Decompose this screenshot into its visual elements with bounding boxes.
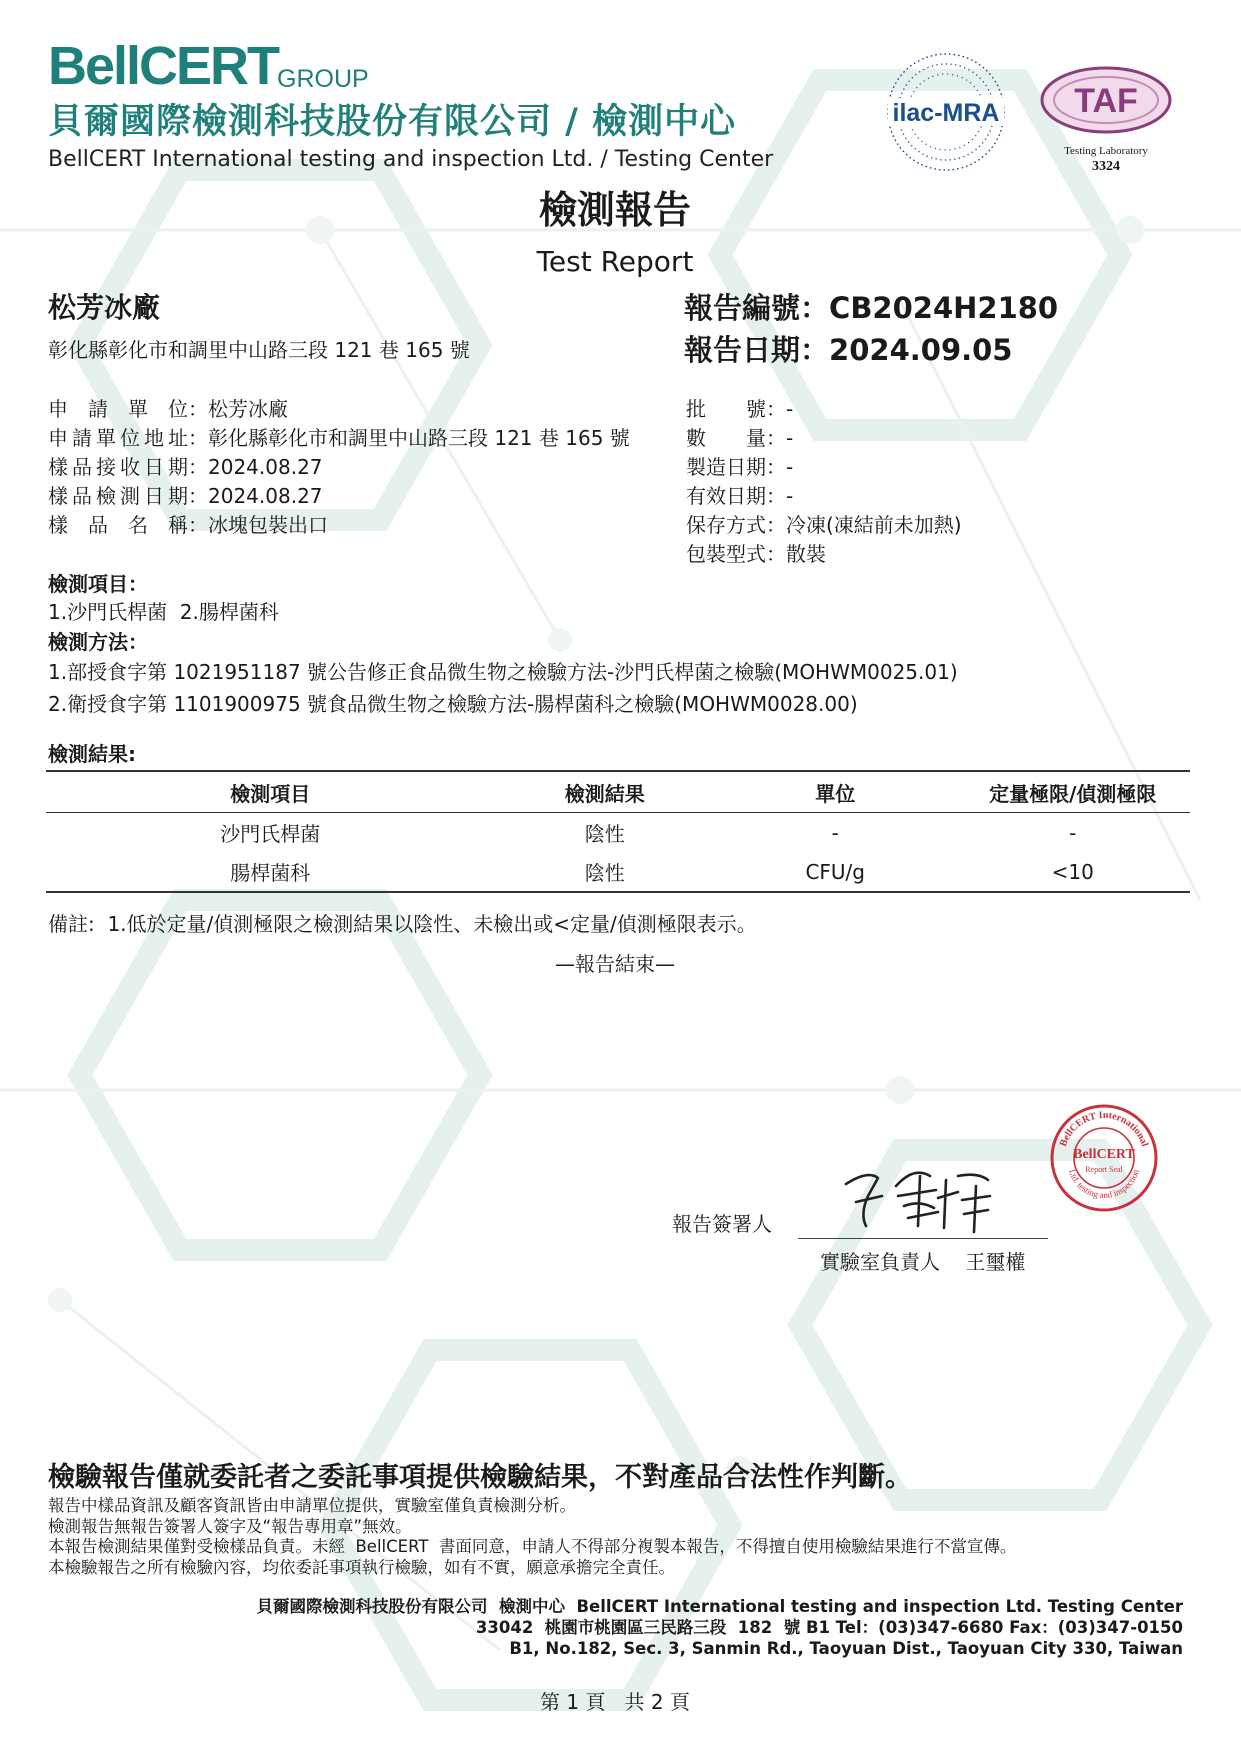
footer-company: 貝爾國際檢測科技股份有限公司 檢測中心 BellCERT International testing and inspection Ltd. Testing Center (256, 1597, 1183, 1616)
info-row-sample-name: 樣品名稱 ： 冰塊包裝出口 (48, 512, 328, 537)
report-end-marker: —報告結束— (555, 952, 675, 976)
disclaimer-line: 本報告檢測結果僅對受檢樣品負責。未經 BellCERT 書面同意，申請人不得部分複製本報告，不得擅自使用檢驗結果進行不當宣傳。 (48, 1537, 1017, 1556)
disclaimer-heading: 檢驗報告僅就委託者之委託事項提供檢驗結果，不對產品合法性作判斷。 (48, 1462, 912, 1493)
sample-info-right (686, 394, 962, 568)
seal-top-text: BellCERT International (1057, 1109, 1151, 1149)
taf-number: 3324 (1092, 159, 1120, 174)
report-title-zh: 檢測報告 (538, 188, 691, 232)
test-method-1: 1.部授食字第 1021951187 號公告修正食品微生物之檢驗方法-沙門氏桿菌之檢驗(MOHWM0025.01) (48, 660, 958, 684)
signature-line (798, 1238, 1048, 1239)
disclaimer-line: 檢測報告無報告簽署人簽字及“報告專用章”無效。 (48, 1516, 412, 1536)
seal-bottom-text: Ltd. testing and inspection (1067, 1168, 1141, 1201)
cell-unit: - (831, 820, 839, 845)
disclaimer-line: 報告中樣品資訊及顧客資訊皆由申請單位提供，實驗室僅負責檢測分析。 (48, 1496, 576, 1515)
sample-info-left (48, 394, 630, 539)
test-items-value: 1.沙門氏桿菌 2.腸桿菌科 (48, 600, 279, 624)
report-seal-stamp (1050, 1092, 1158, 1228)
page-number: 第 1 頁 共 2 頁 (540, 1690, 690, 1714)
disclaimer-line: 本檢驗報告之所有檢驗內容，均依委託事項執行檢驗，如有不實，願意承擔完全責任。 (48, 1557, 675, 1577)
cell-item: 沙門氏桿菌 (220, 822, 321, 846)
results-header-row (46, 771, 1190, 813)
report-date: 報告日期：2024.09.05 (684, 333, 1013, 367)
footer-address-en: B1, No.182, Sec. 3, Sanmin Rd., Taoyuan Dist., Taoyuan City 330, Taiwan (509, 1639, 1183, 1658)
cell-limit: <10 (956, 852, 1191, 892)
company-name-zh: 貝爾國際檢測科技股份有限公司 / 檢測中心 (48, 102, 737, 142)
taf-accreditation-logo (1036, 58, 1176, 178)
table-row (46, 813, 1190, 853)
brand-logo-group: GROUP (277, 65, 369, 93)
remark-note: 備註: 1.低於定量/偵測極限之檢測結果以陰性、未檢出或<定量/偵測極限表示。 (48, 912, 757, 936)
cell-result: 陰性 (584, 822, 625, 846)
info-row-packaging: 包裝型式 ： 散裝 (686, 541, 826, 566)
results-label: 檢測結果: (48, 742, 136, 766)
cell-limit: - (1069, 820, 1077, 845)
ilac-logo-text: ilac-MRA (892, 99, 1000, 127)
disclaimer-body (48, 1496, 1016, 1578)
handwritten-signature (838, 1156, 998, 1236)
col-unit: 單位 (715, 771, 956, 813)
report-title-en: Test Report (536, 245, 694, 278)
info-row-applicant-address: 申請單位地址 ： 彰化縣彰化市和調里中山路三段 121 巷 165 號 (48, 425, 630, 450)
lab-manager-name: 實驗室負責人 王璽權 (820, 1250, 1026, 1274)
taf-caption: Testing Laboratory (1064, 145, 1148, 157)
col-limit: 定量極限/偵測極限 (956, 771, 1191, 813)
taf-logo-text: TAF (1074, 82, 1138, 120)
brand-logo-text: BellCERT (48, 36, 279, 96)
ilac-mra-logo (884, 48, 1008, 176)
footer-address-zh: 33042 桃園市桃園區三民路三段 182 號 B1 Tel：(03)347-6680 Fax：(03)347-0150 (475, 1618, 1183, 1637)
client-address: 彰化縣彰化市和調里中山路三段 121 巷 165 號 (48, 338, 470, 362)
footer-contact (256, 1596, 1183, 1659)
info-row-batch: 批號 ： - (686, 396, 794, 421)
test-method-2: 2.衛授食字第 1101900975 號食品微生物之檢驗方法-腸桿菌科之檢驗(MOHWM0028.00) (48, 692, 858, 716)
info-row-manufacture-date: 製造日期 ： - (686, 454, 794, 479)
cell-item: 腸桿菌科 (46, 852, 495, 892)
signatory-label: 報告簽署人 (672, 1212, 772, 1236)
col-test-result: 檢測結果 (495, 771, 715, 813)
info-row-receive-date: 樣品接收日期 ： 2024.08.27 (48, 454, 323, 479)
table-row (46, 852, 1190, 892)
seal-center-text: BellCERT (1073, 1147, 1135, 1162)
cell-unit: CFU/g (715, 852, 956, 892)
report-number: 報告編號：CB2024H2180 (684, 291, 1059, 325)
test-methods-label: 檢測方法： (48, 630, 148, 654)
seal-sub-text: Report Seal (1085, 1165, 1123, 1174)
cell-result: 陰性 (495, 852, 715, 892)
info-row-applicant: 申請單位 ： 松芳冰廠 (48, 396, 288, 421)
info-row-expiry-date: 有效日期 ： - (686, 483, 794, 508)
info-row-storage: 保存方式 ： 冷凍(凍結前未加熱) (686, 512, 962, 537)
col-test-item: 檢測項目 (46, 771, 495, 813)
client-name: 松芳冰廠 (48, 291, 161, 324)
company-name-en: BellCERT International testing and inspection Ltd. / Testing Center (48, 147, 774, 172)
test-items-label: 檢測項目： (48, 572, 148, 596)
info-row-test-date: 樣品檢測日期 ： 2024.08.27 (48, 483, 323, 508)
info-row-quantity: 數量 ： - (686, 425, 794, 450)
results-table (46, 770, 1190, 893)
